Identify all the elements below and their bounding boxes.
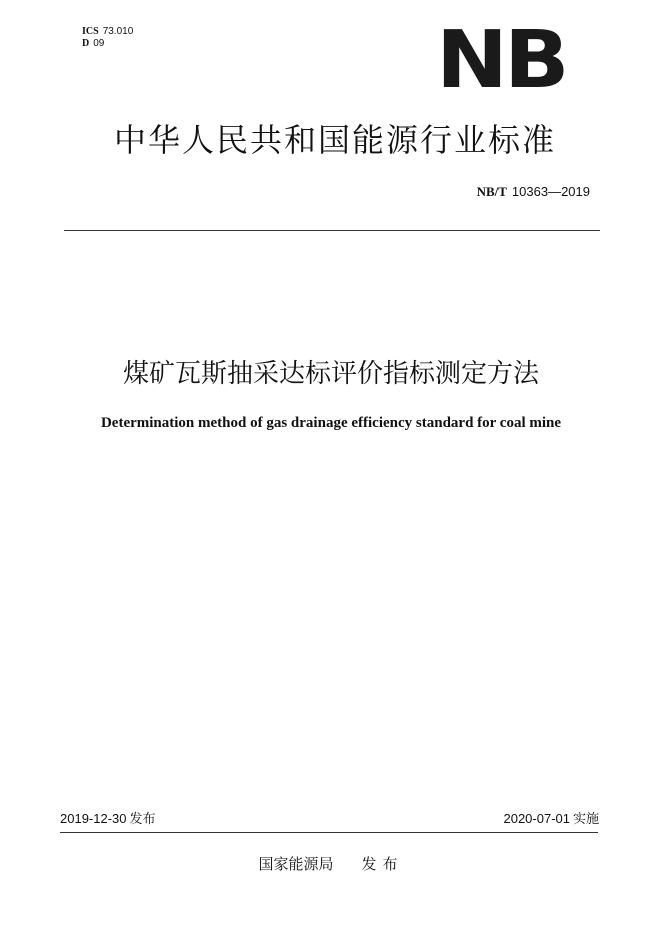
nb-logo <box>436 14 566 107</box>
issue-date-label: 发布 <box>129 812 156 827</box>
footer-divider <box>60 832 598 833</box>
issue-date <box>60 810 156 829</box>
standard-number <box>477 184 590 201</box>
ccs-label: D <box>82 38 90 49</box>
nb-logo-text: NB <box>436 14 566 107</box>
publisher-line <box>0 853 662 875</box>
title-english: Determination method of gas drainage efficiency standard for coal mine <box>100 415 562 431</box>
issue-date-value: 2019-12-30 <box>60 811 127 826</box>
ics-code <box>82 26 133 38</box>
ccs-value: 09 <box>93 38 105 49</box>
organization-heading: 中华人民共和国能源行业标准 <box>113 121 556 159</box>
standard-number-value: 10363—2019 <box>511 184 590 199</box>
implementation-date <box>503 810 599 829</box>
standard-code: NB/T <box>476 184 507 199</box>
publisher-action: 发布 <box>361 855 404 873</box>
publisher-name: 国家能源局 <box>258 855 334 873</box>
implementation-date-value: 2020-07-01 <box>503 811 570 826</box>
ics-value: 73.010 <box>102 26 134 37</box>
header-divider <box>64 230 600 231</box>
ccs-code <box>82 38 133 50</box>
implementation-date-label: 实施 <box>572 812 599 827</box>
ics-label: ICS <box>82 26 99 37</box>
title-chinese: 煤矿瓦斯抽采达标评价指标测定方法 <box>122 359 539 389</box>
classification-codes <box>82 26 133 50</box>
